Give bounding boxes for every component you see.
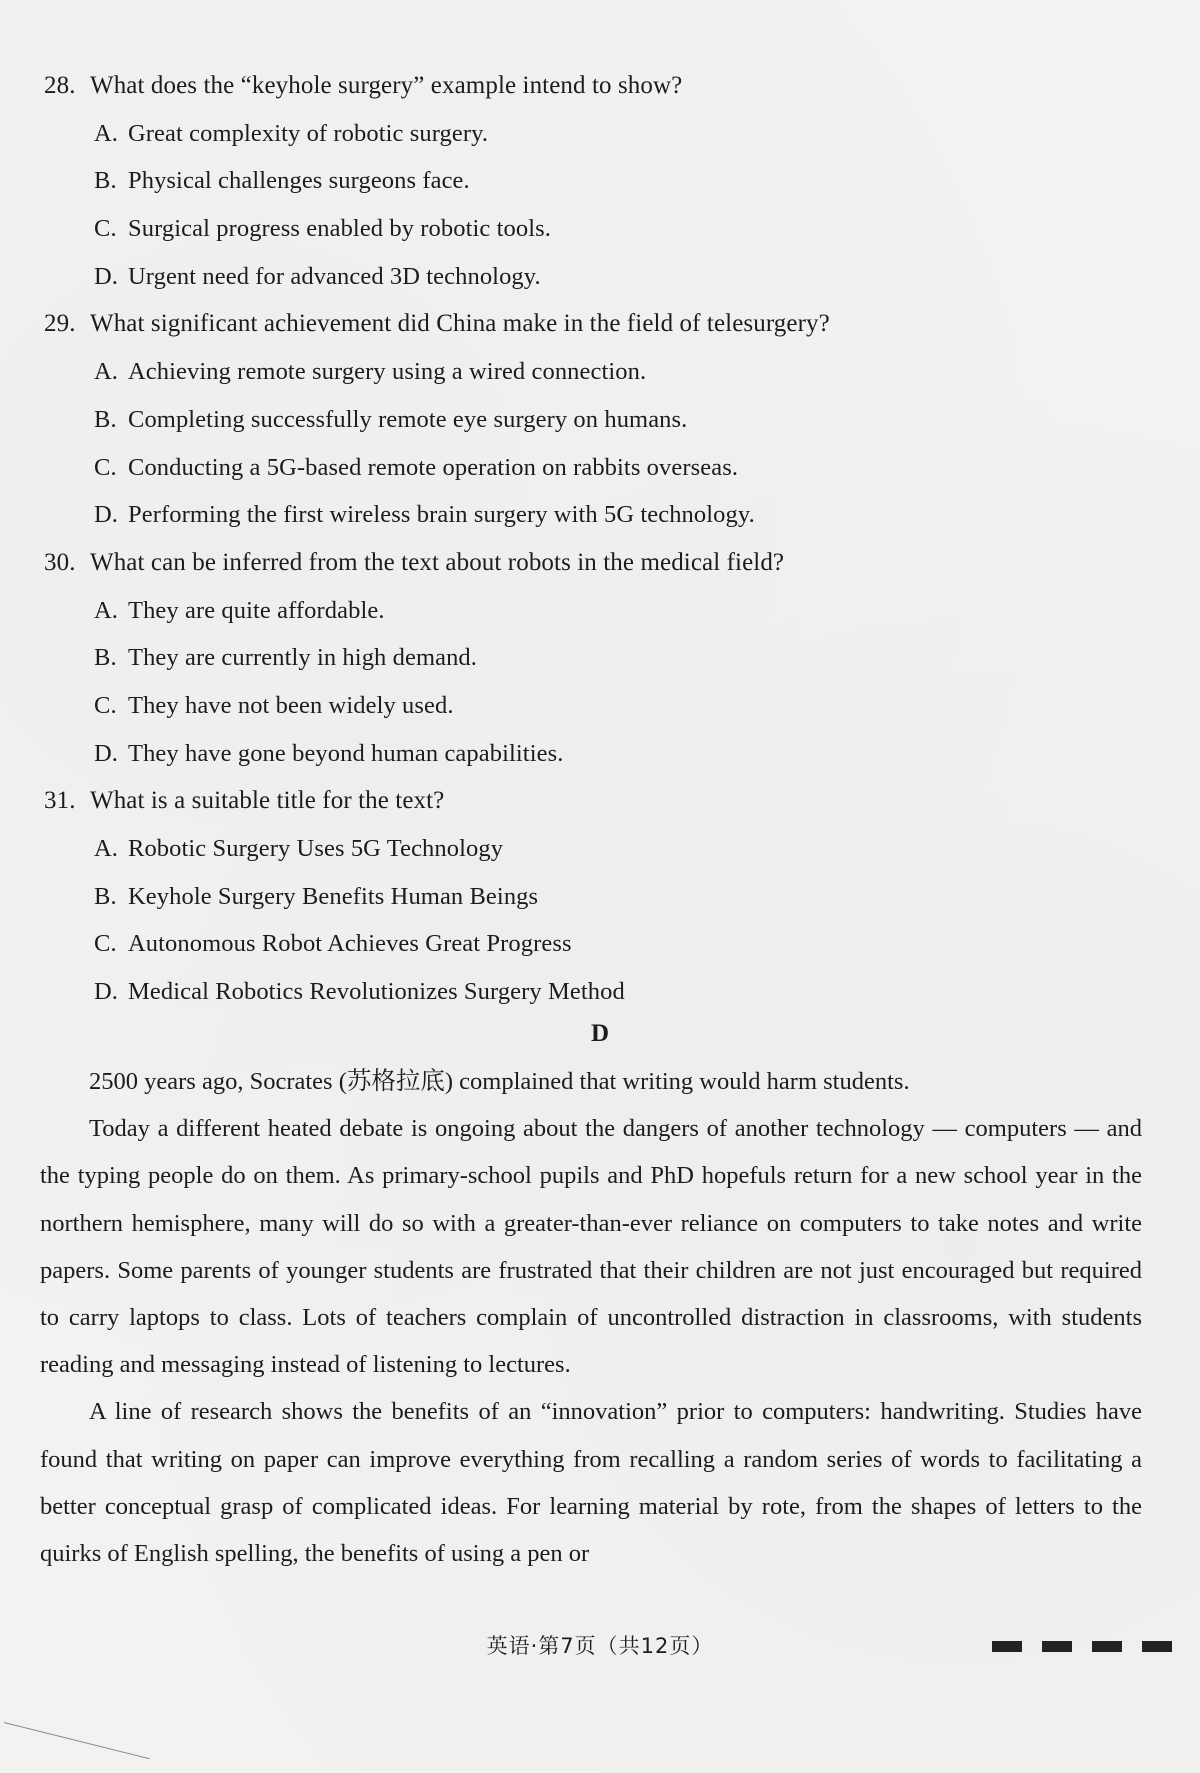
option-letter: D. [94,978,119,1006]
option-b [44,157,1144,205]
option-text: Keyhole Surgery Benefits Human Beings [128,882,539,910]
option-letter: B. [94,167,117,195]
option-letter: C. [94,691,117,719]
question-30 [44,539,1144,777]
option-b [44,396,1144,444]
option-letter: B. [94,882,117,910]
question-text: What does the “keyhole surgery” example intend to show? [90,72,683,99]
registration-mark [1142,1641,1172,1652]
registration-mark [992,1641,1022,1652]
question-stem [44,300,1144,348]
option-text: Achieving remote surgery using a wired connection. [128,358,647,386]
option-c [44,205,1144,253]
option-letter: D. [94,739,119,767]
option-text: Surgical progress enabled by robotic tools. [128,215,551,243]
option-text: Performing the first wireless brain surgery with 5G technology. [128,501,755,529]
option-text: Conducting a 5G-based remote operation on rabbits overseas. [128,453,739,481]
option-letter: A. [94,119,119,147]
question-text: What can be inferred from the text about robots in the medical field? [90,548,785,576]
option-text: They have gone beyond human capabilities. [128,739,564,767]
option-a [44,348,1144,396]
question-29 [44,300,1144,538]
registration-marks [992,1641,1172,1652]
option-letter: A. [94,358,119,386]
option-letter: C. [94,453,117,481]
page-footer: 英语·第7页（共12页） [486,1634,714,1658]
option-text: Medical Robotics Revolutionizes Surgery Method [128,978,625,1006]
question-list [44,62,1144,1016]
option-text: Robotic Surgery Uses 5G Technology [128,835,504,862]
option-text: Completing successfully remote eye surgery on humans. [128,405,688,433]
option-c [44,682,1144,730]
question-28 [44,62,1144,300]
option-d [44,730,1144,778]
question-text: What is a suitable title for the text? [90,787,445,815]
passage-paragraph: Today a different heated debate is ongoing about the dangers of another technology — computers — and the typing people do on them. As primary-school pupils and PhD hopefuls return for a new school year in the northern hemisphere, many will do so with a greater-than-ever reliance on computers to take notes and write papers. Some parents of younger students are frustrated that their children are not just encouraged but required to carry laptops to class. Lots of teachers complain of uncontrolled distraction in classrooms, with students reading and messaging instead of listening to lectures. [40,1115,1142,1379]
option-letter: A. [94,596,119,624]
question-stem [44,62,1144,110]
option-d [44,968,1144,1016]
reading-passage [40,1058,1142,1577]
option-d [44,253,1144,301]
question-31 [44,777,1144,1015]
option-text: Great complexity of robotic surgery. [128,119,489,147]
option-b [44,634,1144,682]
option-a [44,587,1144,635]
option-text: Physical challenges surgeons face. [128,167,470,195]
option-letter: B. [94,644,117,672]
passage-paragraph: A line of research shows the benefits of an “innovation” prior to computers: handwriting. Studies have found that writing on paper can improve everything from recalling a random series of words to facilitating a better conceptual grasp of complicated ideas. For learning material by rote, from the shapes of letters to the quirks of English spelling, the benefits of using a pen or [40,1398,1142,1568]
registration-mark [1042,1641,1072,1652]
option-text: They are currently in high demand. [128,644,477,672]
option-letter: C. [94,215,117,243]
option-text: They have not been widely used. [128,691,454,719]
option-a [44,825,1144,873]
option-text: Autonomous Robot Achieves Great Progress [128,930,572,958]
option-letter: C. [94,930,117,958]
question-stem [44,777,1144,825]
option-b [44,873,1144,921]
question-text: What significant achievement did China make in the field of telesurgery? [90,310,830,338]
scan-artifact-line [4,1722,150,1759]
option-letter: A. [94,835,119,862]
question-number: 28. [44,72,76,99]
option-c [44,920,1144,968]
question-number: 29. [44,310,76,338]
question-number: 30. [44,548,76,576]
option-c [44,444,1144,492]
option-d [44,491,1144,539]
question-number: 31. [44,787,76,815]
passage-paragraph: 2500 years ago, Socrates (苏格拉底) complained that writing would harm students. [89,1068,910,1095]
option-letter: D. [94,262,119,290]
question-stem [44,539,1144,587]
option-letter: B. [94,405,117,433]
registration-mark [1092,1641,1122,1652]
section-heading: D [590,1020,610,1047]
option-text: They are quite affordable. [128,596,385,624]
option-text: Urgent need for advanced 3D technology. [128,262,541,290]
option-letter: D. [94,501,119,529]
option-a [44,110,1144,158]
